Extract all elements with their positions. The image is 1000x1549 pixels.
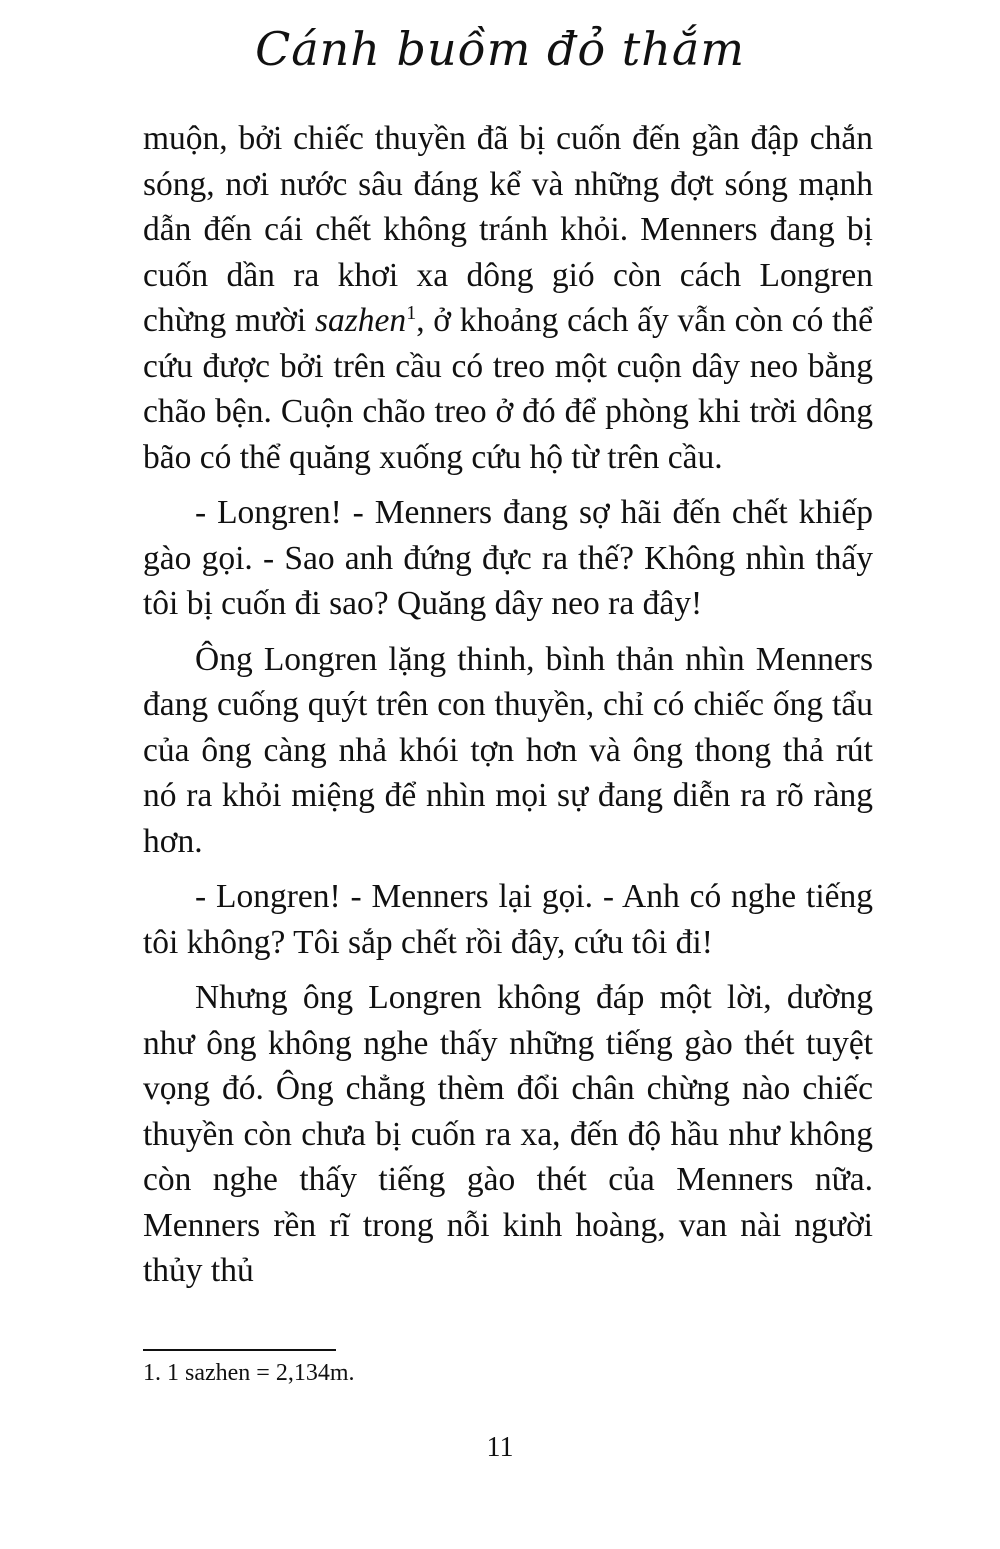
paragraph-1-text-start: muộn, bởi chiếc thuyền đã bị cuốn đến gần đập chắn sóng, nơi nước sâu đáng kể và những đợt sóng mạnh dẫn đến cái chết không tránh khỏi. Menners đang bị cuốn dần ra khơi xa dông gió còn cách Longren chừng mười — [143, 120, 873, 339]
body-text — [143, 116, 873, 1294]
paragraph-1-text-end: , ở khoảng cách ấy vẫn còn có thể cứu được bởi trên cầu có treo một cuộn dây neo bằng chão bện. Cuộn chão treo ở đó để phòng khi trời dông bão có thể quăng xuống cứu hộ từ trên cầu. — [143, 302, 874, 476]
paragraph-5: Nhưng ông Longren không đáp một lời, dường như ông không nghe thấy những tiếng gào thét tuyệt vọng đó. Ông chẳng thèm đổi chân chừng nào chiếc thuyền còn chưa bị cuốn ra xa, đến độ hầu như không còn nghe thấy tiếng gào thét của Menners nữa. Menners rền rĩ trong nỗi kinh hoàng, van nài người thủy thủ — [143, 979, 873, 1289]
page-number: 11 — [486, 1432, 514, 1463]
running-title: Cánh buồm đỏ thắm — [255, 22, 745, 76]
paragraph-3: Ông Longren lặng thinh, bình thản nhìn Menners đang cuống quýt trên con thuyền, chỉ có chiếc ống tẩu của ông càng nhả khói tợn hơn và ông thong thả rút nó ra khỏi miệng để nhìn mọi sự đang diễn ra rõ ràng hơn. — [143, 640, 873, 860]
paragraph-2: - Longren! - Menners đang sợ hãi đến chết khiếp gào gọi. - Sao anh đứng đực ra thế? Không nhìn thấy tôi bị cuốn đi sao? Quăng dây neo ra đây! — [143, 494, 873, 622]
footnote-divider — [143, 1349, 336, 1351]
footnote: 1. 1 sazhen = 2,134m. — [143, 1360, 355, 1386]
paragraph-1 — [143, 116, 873, 480]
term-sazhen: sazhen — [314, 302, 407, 339]
paragraph-4: - Longren! - Menners lại gọi. - Anh có nghe tiếng tôi không? Tôi sắp chết rồi đây, cứu tôi đi! — [143, 878, 873, 961]
footnote-reference: 1 — [406, 301, 417, 324]
